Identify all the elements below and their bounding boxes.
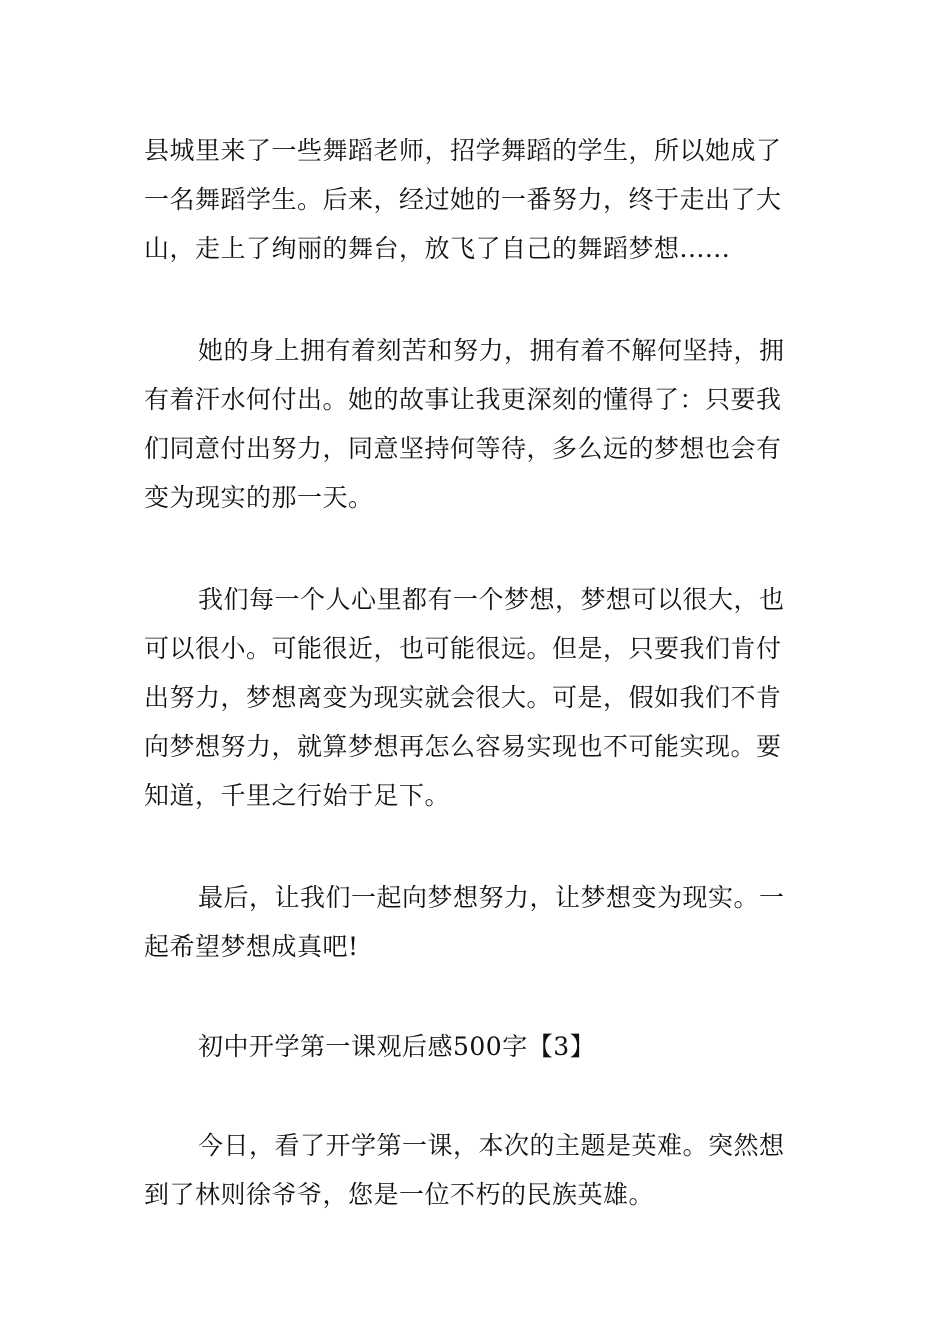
- paragraph-dance-dream: [144, 126, 810, 273]
- text-line: 县城里来了一些舞蹈老师，招学舞蹈的学生，所以她成了: [144, 136, 782, 165]
- paragraph-hard-work: [144, 326, 810, 522]
- text-line: 知道，千里之行始于足下。: [144, 781, 451, 810]
- paragraph-everyone-has-dream: [144, 575, 810, 820]
- text-line: 山，走上了绚丽的舞台，放飞了自己的舞蹈梦想......: [144, 234, 731, 263]
- text-line: 出努力，梦想离变为现实就会很大。可是，假如我们不肯: [144, 683, 782, 712]
- text-line: 一名舞蹈学生。后来，经过她的一番努力，终于走出了大: [144, 185, 782, 214]
- text-line: 有着汗水何付出。她的故事让我更深刻的懂得了：只要我: [144, 385, 782, 414]
- text-line: 变为现实的那一天。: [144, 483, 374, 512]
- text-line: 到了林则徐爷爷，您是一位不朽的民族英雄。: [144, 1180, 655, 1209]
- paragraph-conclusion: [144, 873, 810, 971]
- text-line: 起希望梦想成真吧!: [144, 932, 359, 961]
- text-line: 最后，让我们一起向梦想努力，让梦想变为现实。一: [198, 883, 785, 912]
- text-line: 可以很小。可能很近，也可能很远。但是，只要我们肯付: [144, 634, 782, 663]
- paragraph-first-lesson: [144, 1121, 810, 1219]
- text-line: 们同意付出努力，同意坚持何等待，多么远的梦想也会有: [144, 434, 782, 463]
- text-line: 今日，看了开学第一课，本次的主题是英难。突然想: [198, 1131, 785, 1160]
- section-heading: [144, 1022, 810, 1071]
- heading-text: 初中开学第一课观后感500字【3】: [198, 1032, 596, 1061]
- text-line: 她的身上拥有着刻苦和努力，拥有着不解何坚持，拥: [198, 336, 785, 365]
- text-line: 向梦想努力，就算梦想再怎么容易实现也不可能实现。要: [144, 732, 782, 761]
- text-line: 我们每一个人心里都有一个梦想，梦想可以很大，也: [198, 585, 785, 614]
